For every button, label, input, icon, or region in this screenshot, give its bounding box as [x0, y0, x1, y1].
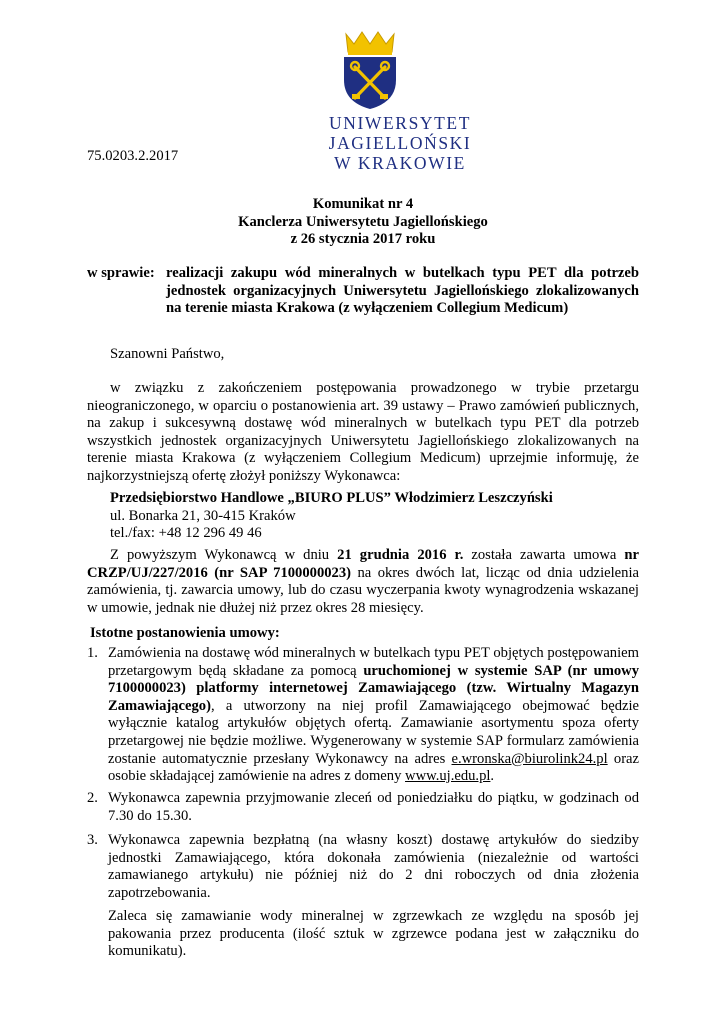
header-line-2: Kanclerza Uniwersytetu Jagiellońskiego [238, 213, 488, 230]
paragraph-contract-b: została zawarta umowa [463, 547, 625, 563]
email-link[interactable]: e.wronska@biurolink24.pl [451, 750, 608, 767]
item1-part-a: Zamówienia na dostawę wód mineralnych w butelkach typu PET objętych postępowaniem przetargowym będą składane za pomocą [108, 645, 639, 679]
list-item-number: 3. [87, 832, 98, 848]
subject-label: w sprawie: [87, 265, 155, 281]
paragraph-contract-c: na okres dwóch lat, licząc od dnia udzielenia zamówienia, tj. zawarcia umowy, lub do czasu wyczerpania kwoty wynagrodzenia wskazanej w umowie, jednak nie dłużej niż przez okres 28 miesięcy. [87, 564, 639, 616]
list-item-text: Wykonawca zapewnia bezpłatną (na własny koszt) dostawę artykułów do siedziby jednostki Zamawiającego, która dokonała zamówienia (niezależnie od wartości zamawianego artykułu) nie później niż do 2 dni roboczych od dnia złożenia zapotrzebowania. [108, 832, 639, 901]
university-name-line1: UNIWERSYTET JAGIELLOŃSKI [328, 113, 472, 153]
greeting: Szanowni Państwo, [110, 346, 225, 362]
paragraph-intro [87, 380, 639, 486]
paragraph-contract [87, 547, 639, 617]
contract-date: 21 grudnia 2016 r. [337, 547, 464, 563]
list-item-note-text: Zaleca się zamawianie wody mineralnej w zgrzewkach ze względu na sposób jej pakowania przez producenta (ilość sztuk w zgrzewce podana jest w załączniku do komunikatu). [108, 908, 639, 960]
paragraph-intro-text: w związku z zakończeniem postępowania prowadzonego w trybie przetargu nieograniczonego, w oparciu o postanowienia art. 39 ustawy – Prawo zamówień publicznych, na zakup i sukcesywną dostawę wód mineralnych w butelkach typu PET dla potrzeb wszystkich jednostek organizacyjnych Uniwersytetu Jagiellońskiego zlokalizowanych na terenie miasta Krakowa (z wyłączeniem Collegium Medicum) uprzejmie informuję, że najkorzystniejszą ofertę złożył poniższy Wykonawca: [87, 380, 639, 484]
contractor-phone: tel./fax: +48 12 296 49 46 [110, 525, 262, 542]
list-item-text: Wykonawca zapewnia przyjmowanie zleceń od poniedziałku do piątku, w godzinach od 7.30 do 15.30. [108, 790, 639, 824]
paragraph-contract-a: Z powyższym Wykonawcą w dniu [110, 547, 338, 563]
document-header [87, 196, 639, 249]
item1-part-d: . [490, 768, 495, 785]
contractor-block [110, 490, 553, 543]
reference-number: 75.0203.2.2017 [87, 148, 179, 164]
contract-number: nr CRZP/UJ/227/2016 (nr SAP 7100000023) [87, 547, 639, 581]
terms-title: Istotne postanowienia umowy: [90, 625, 280, 641]
list-item [87, 832, 639, 902]
contractor-name: Przedsiębiorstwo Handlowe „BIURO PLUS” Włodzimierz Leszczyński [110, 490, 553, 506]
subject-text: realizacji zakupu wód mineralnych w butelkach typu PET dla potrzeb jednostek organizacyjnych Uniwersytetu Jagiellońskiego zlokalizowanych na terenie miasta Krakowa (z wyłączeniem Collegium Medicum) [166, 265, 639, 317]
contractor-address: ul. Bonarka 21, 30-415 Kraków [110, 507, 296, 524]
item1-part-c: oraz osobie składającej zamówienie na adres z domeny [108, 750, 640, 785]
header-line-1: Komunikat nr 4 [312, 196, 414, 212]
university-name-line2: W KRAKOWIE [334, 153, 466, 173]
item1-part-b: , a utworzony na niej profil Zamawiającego obejmować będzie wyłącznie katalog artykułów objętych ofertą. Zamawianie asortymentu spoza oferty przetargowej nie będzie możliwe. Wygenerowany w systemie SAP formularz zamówienia zostanie automatycznie przesłany Wykonawcy na adres [108, 697, 639, 767]
university-crest-icon [338, 30, 402, 110]
university-name [280, 113, 520, 173]
list-item-number: 1. [87, 645, 98, 661]
list-item-text [108, 645, 639, 786]
domain-link[interactable]: www.uj.edu.pl [405, 768, 491, 785]
list-item-note [87, 908, 639, 961]
header-line-3: z 26 stycznia 2017 roku [290, 231, 436, 248]
list-item [87, 790, 639, 825]
list-item-number: 2. [87, 790, 98, 806]
list-item [87, 645, 639, 786]
item1-platform: uruchomionej w systemie SAP (nr umowy 7100000023) platformy internetowej Zamawiającego (tzw. Wirtualny Magazyn Zamawiającego) [108, 662, 639, 714]
